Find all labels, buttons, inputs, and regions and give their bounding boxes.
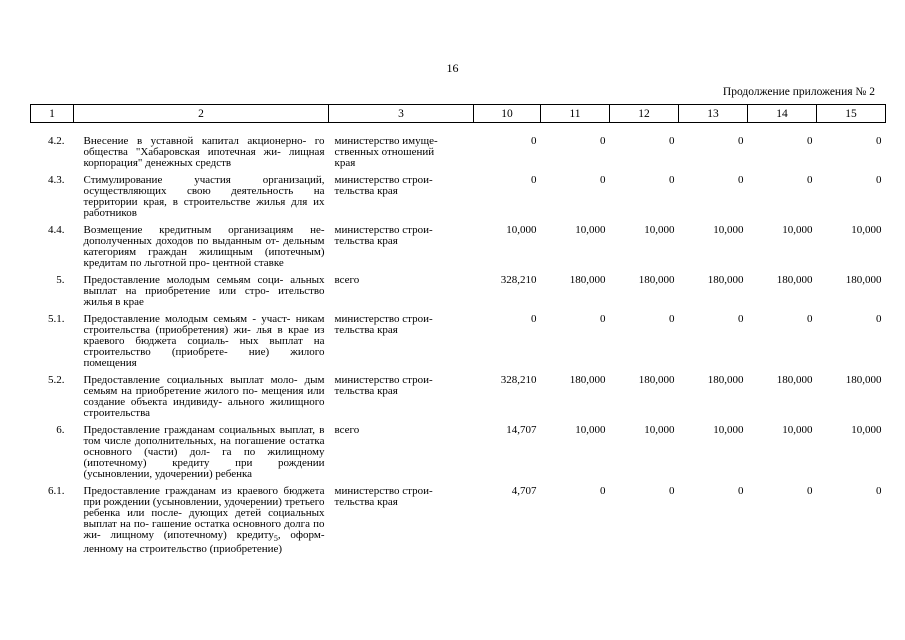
- value-cell: 0: [807, 485, 813, 497]
- text-line: при рождении (усыновлении, удочерении): [83, 457, 325, 480]
- text-line: (ипотечным) кредитам по льготной про-: [83, 246, 325, 269]
- row-number: 4.2.: [48, 135, 65, 147]
- measure-name: [74, 123, 329, 170]
- text-line: всего: [334, 274, 360, 286]
- text-line: ленному на строительство (приобретение): [83, 543, 283, 556]
- value-cell: 14,707: [506, 424, 537, 436]
- row-number: 6.1.: [48, 485, 65, 497]
- value-cell: 180,000: [776, 274, 813, 286]
- text-line: министерство строи-: [334, 374, 433, 386]
- value-cell: 0: [600, 485, 606, 497]
- text-line: министерство строи-: [334, 174, 433, 186]
- column-header: 14: [748, 105, 817, 123]
- column-header: 12: [610, 105, 679, 123]
- text-line: альных выплат на приобретение или стро-: [83, 274, 325, 297]
- value-cell: 0: [669, 174, 675, 186]
- value-cell: 10,000: [782, 224, 813, 236]
- column-header: 11: [541, 105, 610, 123]
- value-cell: 10,000: [782, 424, 813, 436]
- table-row: [31, 369, 886, 419]
- text-line: тельства края: [334, 185, 398, 197]
- text-line: тельства края: [334, 235, 398, 247]
- value-cell: 180,000: [707, 274, 744, 286]
- text-line: министерство строи-: [334, 313, 433, 325]
- table-row: [31, 219, 886, 269]
- measure-name: [74, 308, 329, 369]
- text-line: края: [334, 157, 356, 169]
- text-line: всего: [334, 424, 360, 436]
- row-number: 4.4.: [48, 224, 65, 236]
- value-cell: 0: [738, 174, 744, 186]
- value-cell: 10,000: [575, 224, 606, 236]
- appendix-continuation-label: Продолжение приложения № 2: [722, 86, 875, 98]
- text-line: центной ставке: [212, 257, 284, 269]
- measure-name: [74, 219, 329, 269]
- column-header: 3: [329, 105, 474, 123]
- text-line: ительство жилья в крае: [83, 285, 325, 308]
- table-row: [31, 169, 886, 219]
- text-line: территории края, в строительстве жилья: [83, 196, 286, 208]
- row-number: 5.2.: [48, 374, 65, 386]
- text-line: тельства края: [334, 385, 398, 397]
- executor: [329, 169, 474, 219]
- text-line: бюджета при рождении (усыновлении,: [83, 485, 325, 508]
- executor: [329, 123, 474, 170]
- value-cell: 0: [531, 313, 537, 325]
- text-line: Предоставление гражданам из краевого: [83, 485, 279, 497]
- text-line: погашение остатка основного (части) дол-: [83, 435, 325, 458]
- executor: [329, 219, 474, 269]
- row-number: 4.3.: [48, 174, 65, 186]
- column-header: 13: [679, 105, 748, 123]
- executor: [329, 419, 474, 480]
- program-table: [30, 104, 886, 555]
- measure-name: [74, 419, 329, 480]
- value-cell: 0: [738, 485, 744, 497]
- table-row: [31, 419, 886, 480]
- text-line: министерство строи-: [334, 485, 433, 497]
- text-line: Возмещение кредитным организациям не-: [83, 224, 325, 236]
- text-line: гашение остатка основного долга по жи-: [83, 518, 325, 541]
- text-line: ственных отношений: [334, 146, 435, 158]
- value-cell: 0: [669, 485, 675, 497]
- table-row: [31, 308, 886, 369]
- value-cell: 0: [876, 313, 882, 325]
- table-row: [31, 480, 886, 555]
- row-number: 5.1.: [48, 313, 65, 325]
- text-line: тельства края: [334, 496, 398, 508]
- text-line: осуществляющих свою деятельность на: [83, 185, 325, 197]
- executor: [329, 480, 474, 555]
- measure-name: [74, 269, 329, 308]
- value-cell: 0: [807, 135, 813, 147]
- value-cell: 0: [876, 174, 882, 186]
- value-cell: 0: [600, 174, 606, 186]
- column-header: 10: [474, 105, 541, 123]
- text-line: министерство строи-: [334, 224, 433, 236]
- text-line: дым семьям на приобретение жилого по-: [83, 374, 325, 397]
- executor: [329, 369, 474, 419]
- text-line: , оформ-: [277, 529, 325, 541]
- text-line: Стимулирование участия организаций,: [83, 174, 325, 186]
- measure-name: [74, 369, 329, 419]
- value-cell: 180,000: [638, 274, 675, 286]
- value-cell: 10,000: [506, 224, 537, 236]
- text-line: выплат, в том числе дополнительных, на: [83, 424, 325, 447]
- text-line: лищная корпорация" денежных средств: [83, 146, 325, 169]
- value-cell: 180,000: [569, 274, 606, 286]
- measure-name: [74, 169, 329, 219]
- text-line: ребенка: [215, 468, 253, 480]
- text-line: Предоставление молодым семьям - участ-: [83, 313, 291, 325]
- value-cell: 10,000: [575, 424, 606, 436]
- footnote-mark: 5: [273, 534, 278, 544]
- text-line: удочерении) третьего ребенка или после-: [83, 496, 325, 519]
- table-row: [31, 123, 886, 170]
- value-cell: 180,000: [707, 374, 744, 386]
- value-cell: 0: [738, 313, 744, 325]
- text-line: Предоставление молодым семьям соци-: [83, 274, 284, 286]
- text-line: ных выплат на строительство (приобрете-: [83, 335, 325, 358]
- text-line: никам строительства (приобретения) жи-: [83, 313, 325, 336]
- value-cell: 0: [807, 313, 813, 325]
- text-line: для их работников: [83, 196, 325, 219]
- value-cell: 0: [669, 313, 675, 325]
- value-cell: 328,210: [500, 374, 537, 386]
- text-line: Предоставление гражданам социальных: [83, 424, 276, 436]
- value-cell: 0: [669, 135, 675, 147]
- page-number: 16: [446, 61, 459, 75]
- column-header: 15: [817, 105, 886, 123]
- value-cell: 180,000: [845, 274, 882, 286]
- value-cell: 0: [876, 135, 882, 147]
- text-line: дополученных доходов по выданным от-: [83, 235, 280, 247]
- text-line: га по жилищному (ипотечному) кредиту: [83, 446, 325, 469]
- value-cell: 10,000: [713, 224, 744, 236]
- table-header-row: [31, 105, 886, 123]
- value-cell: 0: [531, 135, 537, 147]
- value-cell: 180,000: [845, 374, 882, 386]
- text-line: лья в крае из краевого бюджета социаль-: [83, 324, 325, 347]
- column-header: 1: [31, 105, 74, 123]
- text-line: министерство имуще-: [334, 135, 438, 147]
- executor: [329, 308, 474, 369]
- executor: [329, 269, 474, 308]
- value-cell: 10,000: [644, 224, 675, 236]
- value-cell: 10,000: [851, 424, 882, 436]
- text-line: Предоставление социальных выплат моло-: [83, 374, 298, 386]
- value-cell: 10,000: [851, 224, 882, 236]
- text-line: го общества "Хабаровская ипотечная жи-: [83, 135, 325, 158]
- text-line: ние) жилого помещения: [83, 346, 325, 369]
- value-cell: 180,000: [569, 374, 606, 386]
- measure-name: [74, 480, 329, 555]
- text-line: ального жилищного строительства: [83, 396, 325, 419]
- text-line: мещения или создание объекта индивиду-: [83, 385, 325, 408]
- row-number: 6.: [56, 424, 65, 436]
- value-cell: 0: [600, 313, 606, 325]
- value-cell: 328,210: [500, 274, 537, 286]
- value-cell: 4,707: [511, 485, 537, 497]
- value-cell: 0: [531, 174, 537, 186]
- value-cell: 0: [600, 135, 606, 147]
- value-cell: 10,000: [644, 424, 675, 436]
- text-line: тельства края: [334, 324, 398, 336]
- row-number: 5.: [56, 274, 65, 286]
- table-row: [31, 269, 886, 308]
- value-cell: 0: [807, 174, 813, 186]
- text-line: дующих детей социальных выплат на по-: [83, 507, 325, 530]
- value-cell: 0: [738, 135, 744, 147]
- text-line: Внесение в уставной капитал акционерно-: [83, 135, 307, 147]
- column-header: 2: [74, 105, 329, 123]
- value-cell: 10,000: [713, 424, 744, 436]
- text-line: дельным категориям граждан жилищным: [83, 235, 325, 258]
- value-cell: 180,000: [776, 374, 813, 386]
- value-cell: 0: [876, 485, 882, 497]
- value-cell: 180,000: [638, 374, 675, 386]
- text-line: лищному (ипотечному) кредиту: [110, 529, 274, 541]
